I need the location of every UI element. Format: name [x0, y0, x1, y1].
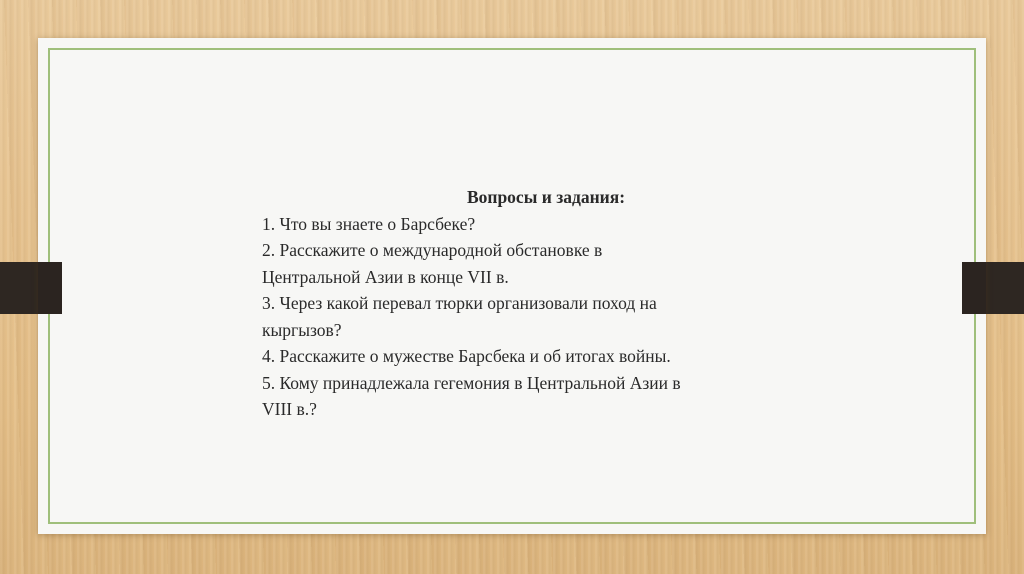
question-line: 1. Что вы знаете о Барсбеке? — [262, 213, 476, 234]
question-line: кыргызов? — [262, 319, 342, 340]
questions-block — [262, 184, 782, 423]
question-line: VIII в.? — [262, 399, 317, 419]
question-line: 4. Расскажите о мужестве Барсбека и об итогах войны. — [262, 346, 671, 366]
left-dark-band — [0, 262, 38, 314]
question-line: 3. Через какой перевал тюрки организовали поход на — [262, 293, 657, 313]
question-line: 5. Кому принадлежала гегемония в Центральной Азии в — [262, 372, 681, 393]
question-line: Центральной Азии в конце VII в. — [262, 266, 509, 287]
question-line: 2. Расскажите о международной обстановке в — [262, 240, 603, 260]
right-dark-band — [986, 262, 1024, 314]
left-tab-decoration — [38, 262, 62, 314]
right-tab-decoration — [962, 262, 986, 314]
questions-heading: Вопросы и задания: — [466, 187, 626, 207]
